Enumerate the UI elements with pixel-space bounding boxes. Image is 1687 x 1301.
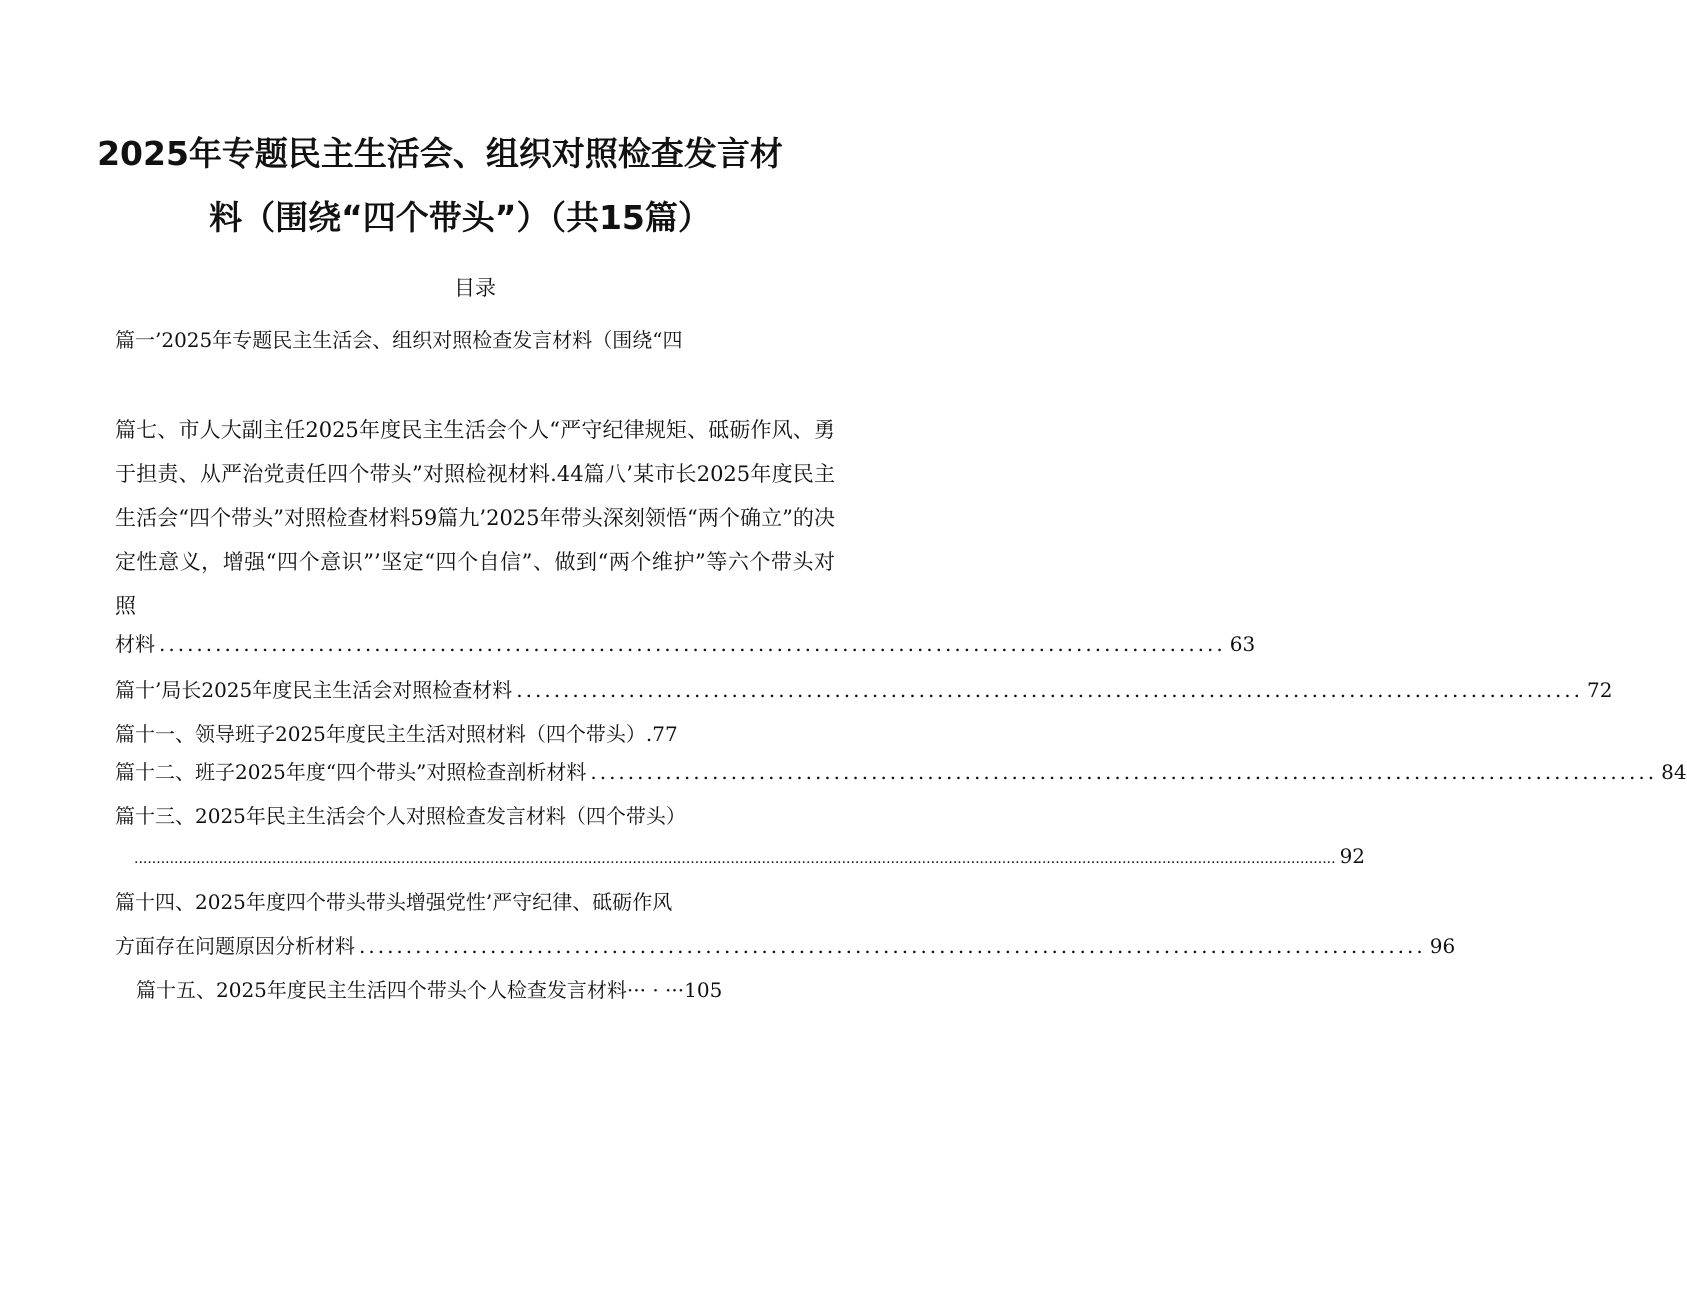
- dot-leader: ..................................................................................................................: [359, 934, 1426, 958]
- toc-entry-13: 篇十三、2025年民主生活会个人对照检查发言材料（四个带头）: [115, 804, 686, 828]
- toc-entry-label: 材料: [115, 632, 155, 656]
- toc-heading: 目录: [454, 276, 496, 300]
- document-title-line-2: 料（围绕“四个带头”）（共15篇）: [209, 198, 711, 237]
- toc-entry-14-continuation: [115, 930, 1456, 959]
- dot-leader: ..................................................................................................................: [516, 678, 1584, 702]
- page-number: 92: [1339, 844, 1366, 868]
- page-number: 84: [1661, 760, 1687, 784]
- toc-entries-7-9-paragraph: 篇七、市人大副主任2025年度民主生活会个人“严守纪律规矩、砥砺作风、勇于担责、从严治党责任四个带头”对照检视材料.44篇八’某市长2025年度民主生活会“四个带头”对照检查材料59篇九’2025年带头深刻领悟“两个确立”的决定性意义，增强“四个意识”’坚定“四个自信”、做到“两个维护”等六个带头对照: [115, 418, 835, 618]
- toc-entry-label: 篇十二、班子2025年度“四个带头”对照检查剖析材料: [115, 760, 587, 784]
- toc-entry-14: 篇十四、2025年度四个带头带头增强党性’严守纪律、砥砺作风: [115, 890, 673, 914]
- toc-entry-12: [115, 756, 1687, 785]
- document-title-line-1: 2025年专题民主生活会、组织对照检查发言材: [97, 134, 783, 173]
- toc-entry-1: 篇一’2025年专题民主生活会、组织对照检查发言材料（围绕“四: [115, 328, 683, 352]
- toc-entry-10: [115, 674, 1613, 703]
- dot-leader: ..................................................................................................................: [590, 760, 1658, 784]
- toc-entry-label: 方面存在问题原因分析材料: [115, 934, 355, 958]
- toc-entry-13-continuation: [130, 844, 1366, 868]
- page-number: 96: [1429, 934, 1456, 958]
- page-number: 63: [1229, 632, 1256, 656]
- page-number: 72: [1587, 678, 1613, 702]
- toc-entry-15: 篇十五、2025年度民主生活四个带头个人检查发言材料··· · ···105: [136, 978, 723, 1002]
- toc-entry-label: 篇十’局长2025年度民主生活会对照检查材料: [115, 678, 513, 702]
- dot-leader: ..............................................................................................................................................................................................................................................................................: [134, 851, 1336, 867]
- toc-entry-11: 篇十一、领导班子2025年度民主生活对照材料（四个带头）.77: [115, 722, 678, 746]
- dot-leader: ..................................................................................................................: [159, 632, 1226, 656]
- toc-entry-9-continuation: [115, 628, 1256, 657]
